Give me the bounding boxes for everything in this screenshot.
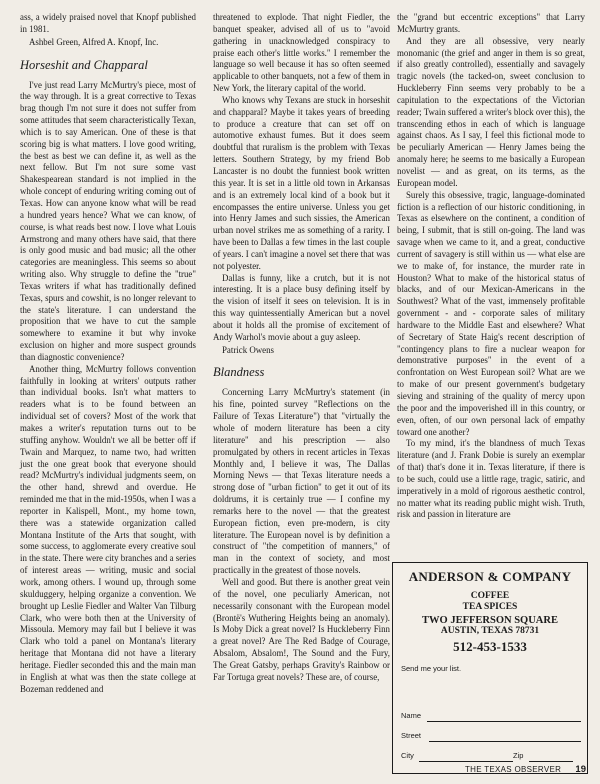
letter-signature: Ashbel Green, Alfred A. Knopf, Inc.	[29, 36, 159, 47]
column-left	[20, 12, 196, 695]
body-paragraph: I've just read Larry McMurtry's piece, most of the way through. It is a great corrective to Texas brag though I'm not sure it does not suffer from some attitudes that seem characteristically Texan, which is to say American. One of these is that scoring big is what matters. I love good writing, the best as best we can define it, as well as the next fellow. But I'm not sure some vast Shakespearean standard is not implied in the whole concept of enduring writing coming out of Texas. How can anyone know what will be read a hundred years hence? What we can know, of course, is what reads best now. I love what Louis Armstrong and many others have said, that there is only good music and bad music; all the other categories are meaningless. This seems so about writing also. Why struggle to define the "true" Texas writers if what has traditionally defined Texas, spurs and cowshit, is no longer relevant to the state's literature. I can understand the proposition that we have to cut the sample somewhere to examine it but why invoke exclusion on higher and more suspect grounds than diagnostic convenience?	[20, 79, 196, 362]
advertisement-box	[392, 562, 588, 774]
publication-name: THE TEXAS OBSERVER	[464, 765, 562, 774]
column-right	[397, 12, 585, 521]
section-heading: Horseshit and Chapparal	[20, 57, 148, 72]
body-paragraph: Surely this obsessive, tragic, language-dominated fiction is a reflection of our historic conditioning, in Texas as elsewhere on the continent, a condition of being, I submit, that is still on-going. The land was savage when we came to it, and a great, conductive current of savagery is still within us — what else are we to make of, for instance, the murder rate in Houston? What to make of the historical status of blacks, and of our Mexican-Americans in the Southwest? What of the vast, immensely profitable government - and - corporate sales of military hardware to the Middle East and elsewhere? What of Secretary of State Haig's recent description of "contingency plans to fire a nuclear weapon for demonstrative purposes" in the event of a confrontation on West European soil? What are we to make of our present government's budgetary sieving and straining of the quality of mercy upon the poor and the impoverished ill in this country, or even, often, of our own personal lack of empathy toward one another?	[397, 189, 585, 437]
body-paragraph: the "grand but eccentric exceptions" that Larry McMurtry grants.	[397, 12, 585, 34]
body-paragraph: And they are all obsessive, very nearly monomanic (the grief and anger in them is so great, if also greatly controlled), essentially and savagely tragic novels (the tacked-on, sweet conclusion to Huckleberry Finn seems very probably to be a capitulation to the expectations of the Victorian reader; Twain suffered a writer's block over this), the transcending ethos in each of which is language against chaos. As I say, I feel this fictional mode to be peculiarly American — Henry James being the anomaly here; he seems to me basically a European novelist — and as great, on its terms, as the European model.	[397, 35, 585, 188]
letter-tail-paragraph: ass, a widely praised novel that Knopf published in 1981.	[20, 12, 196, 34]
ad-product-line: TEA SPICES	[462, 602, 518, 612]
zip-field-label: Zip	[513, 751, 524, 760]
body-paragraph: Well and good. But there is another great vein of the novel, one peculiarly American, not necessarily consonant with the European model (Brontë's Wuthering Heights being an anomaly). Is Moby Dick a great novel? Is Huckleberry Finn a great novel? Are The Red Badge of Courage, Absalom, Absalom!, The Sound and the Fury, The Great Gatsby, perhaps Gravity's Rainbow or Far Tortuga great novels? These are, of course,	[213, 576, 390, 682]
body-paragraph: threatened to explode. That night Fiedler, the banquet speaker, advised all of us to "avoid gathering in unacknowledged conspiracy to praise each other's little works." I remember the language so well because it has so often seemed applicable to other banquets, not a few of them in New York, the literary capital of the world.	[213, 12, 390, 94]
ad-company-name: ANDERSON & COMPANY	[408, 569, 572, 584]
body-paragraph: Who knows why Texans are stuck in horseshit and chapparal? Maybe it takes years of breeding to produce a creature that can set off on automotive exhaust fumes. But it does seem doubtful that ruralism is the problem with Texas letters. Southern Strategy, by my friend Bob Lancaster is no doubt the funniest book written this year. It is set in a little old town in Arkansas and is an extremely local kind of a book but it encompasses the entire universe. Unless you get into Henry James and such sissies, the American urban novel strikes me as something of a rarity. I have been to Dallas a few times in the last couple of years. I can't imagine a novel set there that was not polyester.	[213, 94, 390, 271]
ad-phone: 512-453-1533	[453, 639, 527, 654]
street-field-label: Street	[401, 731, 422, 740]
name-field-label: Name	[401, 711, 422, 720]
city-field-label: City	[401, 751, 414, 760]
section-heading: Blandness	[213, 365, 265, 380]
letter-signature: Patrick Owens	[222, 344, 275, 355]
page-footer	[465, 764, 586, 775]
ad-product-line: COFFEE	[470, 591, 510, 601]
city-field[interactable]	[401, 751, 513, 763]
street-field[interactable]	[401, 731, 581, 743]
ad-address: TWO JEFFERSON SQUARE	[422, 615, 558, 626]
zip-field[interactable]	[513, 751, 573, 763]
body-paragraph: Concerning Larry McMurtry's statement (in his fine, pointed survey "Reflections on the Failure of Texas Literature") that "virtually the whole of modern literature has been a city literature" and his prescription — also promulgated by others in recent articles in Texas Monthly and, I believe it was, The Dallas Morning News — that Texas literature needs a strong dose of "urban fiction" to get it out of its doldrums, it is certainly true — I confine my remarks here to the novel — that the greatest European fiction, even pre-modern, is city literature. The European novel is by definition a construct of "the competition of manners," of man in the context of society, and most practically in the greatest of those novels.	[213, 387, 390, 576]
body-paragraph: Dallas is funny, like a crutch, but it is not interesting. It is a place busy defining itself by the vision of itself it sees on television. It is in this way quintessentially American but a novel about it holds all the promise of excitement of Andy Warhol's movie about a guy asleep.	[213, 272, 390, 342]
ad-send-label: Send me your list.	[401, 664, 462, 673]
body-paragraph: To my mind, it's the blandness of much Texas literature (and J. Frank Dobie is surely an exemplar of that) that's done it in. Texas literature, if there is to be such, could use a little rage, tragic, satiric, and imperatively in a mold of rigorous aesthetic control, no matter what its reading public might wish. Truth, risk and passion in literature are	[397, 438, 585, 520]
page-number: 19	[575, 764, 586, 775]
name-field[interactable]	[401, 711, 581, 723]
body-paragraph: Another thing, McMurtry follows convention faithfully in looking at writers' outputs rather than individual books. Isn't what matters to readers what is to be found between an individual set of covers? Most of the work that makes a writer's reputation turns out to be stuffing anyhow. Wouldn't we all be better off if Twain and Marquez, to name two, had written just the one great book that everyone should read? McMurtry's individual judgments seem, on the other hand, shrewd and overdue. He reminded me that in the mid-1950s, when I was a reporter in Kalispell, Mont., my home town, there was a statewide organization called Montana Institute of the Arts that sought, with some success, to agglomerate every creative soul in the state. There were city branches and a series of interest areas — writing, music and social work, among others. I wound up, through some skulduggery, helping organize a convention. We brought up Leslie Fiedler and Walter Van Tilburg Clark, who were both then at the University of Missoula. Memory may fail but I believe it was Clark who told a panel on Montana's literary heritage that Montana did not have a literary heritage. Fiedler seconded this and the main man in English at what was then the state college at Bozeman reddened and	[20, 363, 196, 694]
column-middle	[213, 12, 390, 684]
ad-city: AUSTIN, TEXAS 78731	[440, 626, 540, 636]
